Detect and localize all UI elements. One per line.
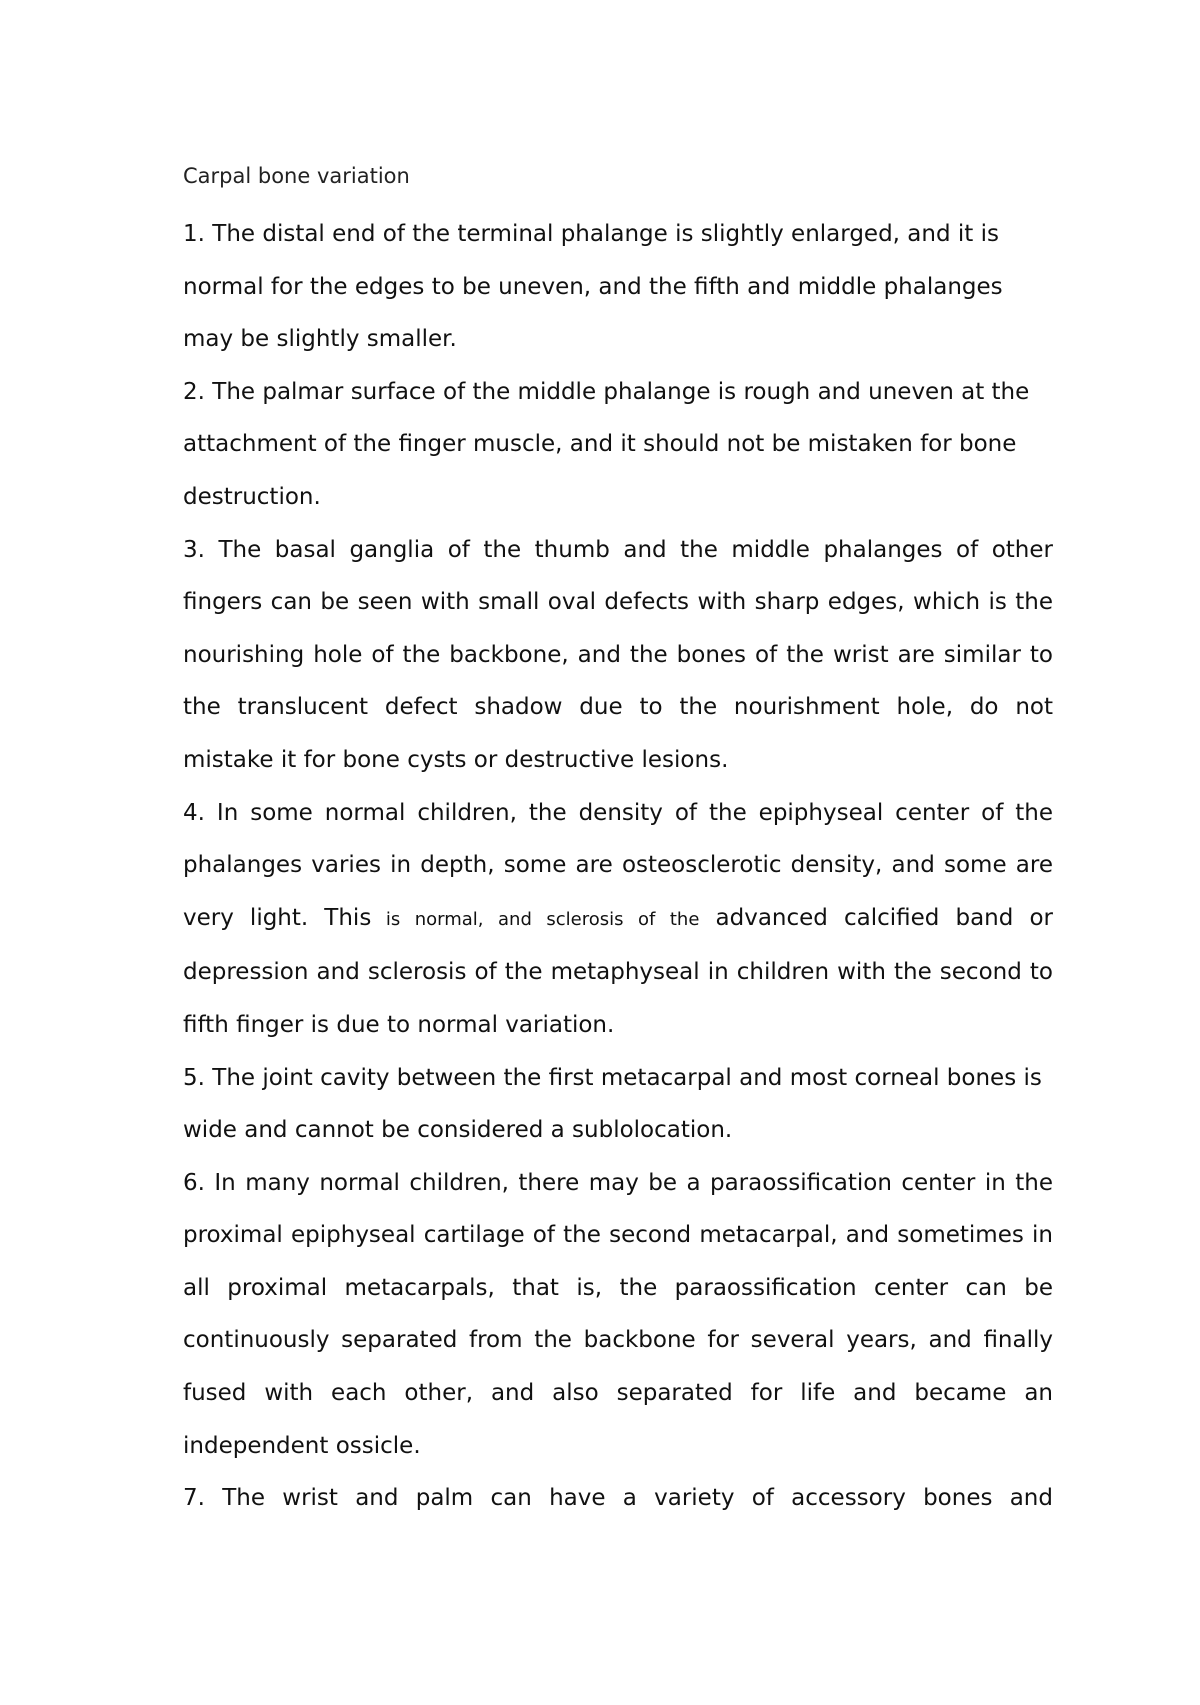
item-text-after: advanced calcified band or depression and sclerosis of the metaphyseal in children with the second to fifth finger is due to normal variation. [183, 904, 1053, 1038]
item-text-small: is normal, and sclerosis of the [371, 908, 700, 930]
document-title: Carpal bone variation [183, 164, 410, 188]
item-number: 5. [183, 1064, 205, 1091]
item-number: 7. [183, 1485, 205, 1512]
item-number: 1. [183, 221, 205, 247]
item-text: In many normal children, there may be a paraossification center in the proximal epiphyseal cartilage of the second metacarpal, and sometimes in all proximal metacarpals, that is, the paraossification center can be continuously separated from the backbone for several years, and finally fused with each other, and also separated for life and became an independent ossicle. [183, 1169, 1053, 1459]
item-text-before: In some normal children, the density of the epiphyseal center of the phalanges varies in depth, some are osteosclerotic density, and some are very light. This [183, 799, 1053, 931]
list-item-1 [183, 208, 1053, 366]
item-text: The distal end of the terminal phalange is slightly enlarged, and it is normal for the edges to be uneven, and the fifth and middle phalanges may be slightly smaller. [183, 221, 1003, 353]
item-text: The wrist and palm can have a variety of accessory bones and [204, 1485, 1053, 1512]
item-number: 2. [183, 378, 205, 405]
list-item-4 [183, 787, 1053, 1052]
item-text: The joint cavity between the first metacarpal and most corneal bones is wide and cannot be considered a sublolocation. [183, 1064, 1042, 1144]
item-text: The basal ganglia of the thumb and the middle phalanges of other fingers can be seen with small oval defects with sharp edges, which is the nourishing hole of the backbone, and the bones of the wrist are similar to the translucent defect shadow due to the nourishment hole, do not mistake it for bone cysts or destructive lesions. [183, 536, 1053, 773]
item-text: The palmar surface of the middle phalange is rough and uneven at the attachment of the finger muscle, and it should not be mistaken for bone destruction. [183, 378, 1030, 510]
list-item-7 [183, 1472, 1053, 1525]
item-number: 6. [183, 1169, 205, 1196]
item-number: 4. [183, 799, 205, 826]
document-body [183, 156, 1053, 1525]
list-item-5 [183, 1052, 1053, 1157]
list-item-3 [183, 524, 1053, 787]
list-item-6 [183, 1157, 1053, 1473]
list-item-2 [183, 366, 1053, 524]
item-number: 3. [183, 536, 205, 563]
